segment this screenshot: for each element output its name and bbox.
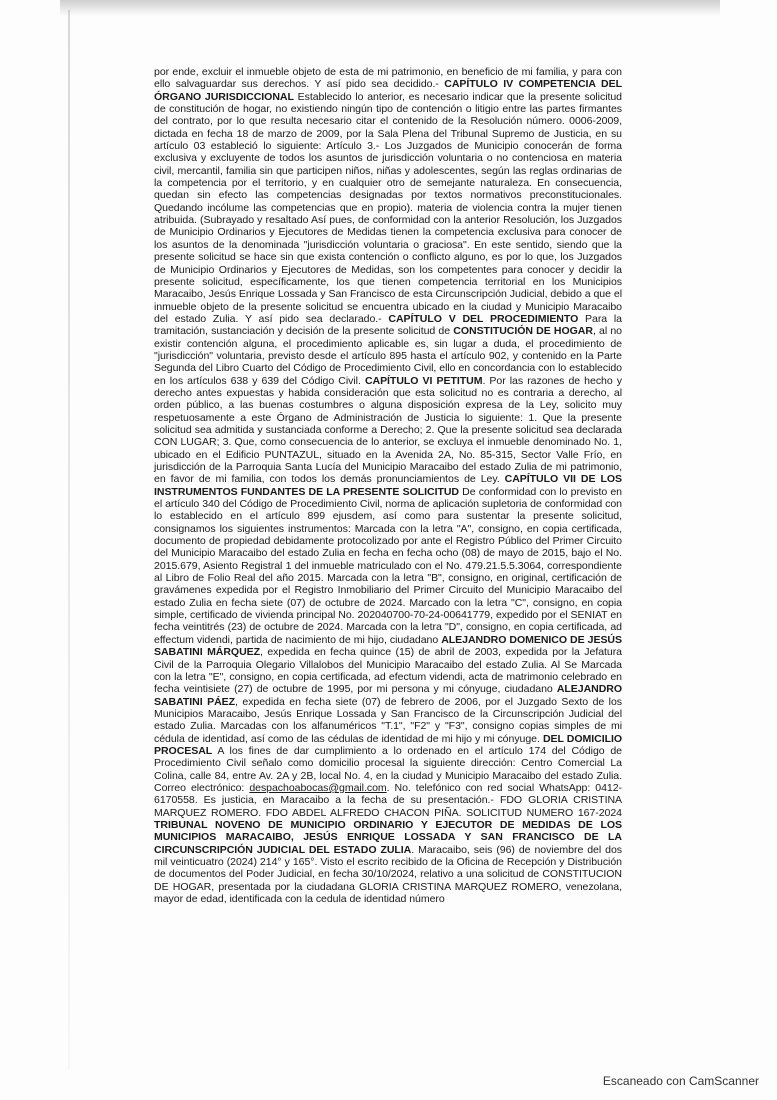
text-segment: De conformidad con lo previsto en el artículo 340 del Código de Procedimiento Civil, norma de aplicación supletoria de conformidad con lo establecido en el artículo 899 ejusdem, así como para sustentar la presente solicitud, consignamos los siguientes instrumentos: Marcada con la letra "A", consigno, en copia certificada, documento de propiedad debidamente protocolizado por ante el Registro Público del Primer Circuito del Municipio Maracaibo del estado Zulia en fecha en fecha ocho (08) de mayo de 2015, bajo el No. 2015.679, Asiento Registral 1 del inmueble matriculado con el No. 479.21.5.5.3064, correspondiente al Libro de Folio Real del año 2015. Marcada con la letra "B", consigno, en original, certificación de gravámenes expedida por el Registro Inmobiliario del Primer Circuito del Municipio Maracaibo del estado Zulia en fecha siete (07) de octubre de 2024. Marcado con la letra "C", consigno, en copia simple, certificado de vivienda principal No. 202040700-70-24-00641779, expedido por el SENIAT en fecha veintitrés (23) de octubre de 2024. Marcada con la letra "D", consigno, en copia certificada, ad effectum videndi, partida de nacimiento de mi hijo, ciudadano — [154, 485, 623, 646]
text-segment: Establecido lo anterior, es necesario indicar que la presente solicitud de constitución de hogar, no existiendo ningún tipo de contención o litigio entre las partes firmantes del contrato, por lo que resulta necesario citar el contenido de la Resolución número. 0006-2009, dictada en fecha 18 de marzo de 2009, por la Sala Plena del Tribunal Supremo de Justicia, en su artículo 03 estableció lo siguiente: Artículo 3.- Los Juzgados de Municipio conocerán de forma exclusiva y excluyente de todos los asuntos de jurisdicción voluntaria o no contenciosa en materia civil, mercantil, familia sin que participen niños, niñas y adolescentes, según las reglas ordinarias de la competencia por el territorio, y en cualquier otro de semejante naturaleza. En consecuencia, quedan sin efecto las competencias designadas por textos normativos preconstitucionales. Quedando incólume las competencias que en propio). materia de violencia contra la mujer tienen atribuida. (Subrayado y resaltado Así pues, de conformidad con la anterior Resolución, los Juzgados de Municipio Ordinarios y Ejecutores de Medidas tienen la competencia exclusiva para conocer de los asuntos de la denominada "jurisdicción voluntaria o graciosa". En este sentido, siendo que la presente solicitud se hace sin que exista contención o conflicto alguno, es por lo que, los Juzgados de Municipio Ordinarios y Ejecutores de Medidas, son los competentes para conocer y decidir la presente solicitud, específicamente, los que tienen competencia territorial en los Municipios Maracaibo, Jesús Enrique Lossada y San Francisco de esta Circunscripción Judicial, debido a que el inmueble objeto de la presente solicitud se encuentra ubicado en la ciudad y Municipio Maracaibo del estado Zulia. Y así pido sea declarado.- — [154, 90, 622, 325]
bold-text-segment: CONSTITUCIÓN DE HOGAR — [453, 325, 593, 338]
bold-text-segment: DEL DOMICILIO PROCESAL — [154, 732, 622, 757]
text-segment: . No. telefónico con red social WhatsApp: 0412-6170558. Es justicia, en Maracaibo a la fecha de su presentación.- FDO GLORIA CRISTINA MARQUEZ ROMERO. FDO ABDEL ALFREDO CHACON PIÑA. SOLICITUD NUMERO 167-2024 — [154, 781, 622, 819]
document-body — [154, 66, 622, 905]
text-segment: , al no existir contención alguna, el procedimiento aplicable es, sin lugar a duda, el procedimiento de "jurisdicción" voluntaria, previsto desde el artículo 895 hasta el artículo 902, y contenido en la Parte Segunda del Libro Cuarto del Código de Procedimiento Civil, ello en concordancia con lo establecido en los artículos 638 y 639 del Código Civil. — [154, 325, 622, 387]
text-segment: por ende, excluir el inmueble objeto de esta de mi patrimonio, en beneficio de mi familia, y para con ello salvaguardar sus derechos. Y así pido sea decidido.- — [154, 66, 622, 91]
email-link[interactable]: despachoabocas@gmail.com — [249, 781, 387, 794]
scan-top-shadow — [60, 0, 720, 16]
text-segment: Para la tramitación, sustanciación y decisión de la presente solicitud de — [154, 312, 622, 338]
text-segment: , expedida en fecha siete (07) de febrero de 2006, por el Juzgado Sexto de los Municipios Maracaibo, Jesús Enrique Lossada y San Francisco de la Circunscripción Judicial del estado Zulia. Marcadas con los alfanuméricos "T.1", "F2" y "F3", consigno copias simples de mi cédula de identidad, así como de las cédulas de identidad de mi hijo y mi cónyuge. — [154, 695, 622, 745]
text-segment: A los fines de dar cumplimiento a lo ordenado en el artículo 174 del Código de Procedimiento Civil señalo como domicilio procesal la siguiente dirección: Centro Comercial La Colina, calle 84, entre Av. 2A y 2B, local No. 4, en la ciudad y Municipio Maracaibo del estado Zulia. Correo electrónico: — [154, 744, 622, 794]
text-segment: . Maracaibo, seis (96) de noviembre del dos mil veinticuatro (2024) 214° y 165°. Visto el escrito recibido de la Oficina de Recepción y Distribución de documentos del Poder Judicial, en fecha 30/10/2024, relativo a una solicitud de CONSTITUCION DE HOGAR, presentada por la ciudadana GLORIA CRISTINA MARQUEZ ROMERO, venezolana, mayor de edad, identificada con la cedula de identidad número — [154, 843, 623, 906]
bold-text-segment: CAPÍTULO V DEL PROCEDIMIENTO — [388, 312, 579, 325]
bold-text-segment: ALEJANDRO SABATINI PÁEZ — [154, 683, 622, 708]
bold-text-segment: TRIBUNAL NOVENO DE MUNICIPIO ORDINARIO Y EJECUTOR DE MEDIDAS DE LOS MUNICIPIOS MARACAIBO, JESÚS ENRIQUE LOSSADA Y SAN FRANCISCO DE LA CIRCUNSCRIPCIÓN JUDICIAL DEL ESTADO ZULIA — [154, 818, 622, 856]
scan-left-edge — [68, 10, 70, 1070]
bold-text-segment: ALEJANDRO DOMENICO DE JESÚS SABATINI MÁRQUEZ — [154, 633, 622, 659]
bold-text-segment: CAPÍTULO VI PETITUM — [364, 374, 483, 387]
text-segment: , expedida en fecha quince (15) de abril de 2003, expedida por la Jefatura Civil de la Parroquia Olegario Villalobos del Municipio Maracaibo del estado Zulia. Al Se Marcada con la letra "E", consigno, en copia certificada, ad efectum videndi, acta de matrimonio celebrado en fecha veintisiete (27) de octubre de 1995, por mi persona y mi cónyuge, ciudadano — [154, 646, 622, 696]
camscanner-watermark: Escaneado con CamScanner — [602, 1074, 759, 1088]
text-segment: . Por las razones de hecho y derecho antes expuestas y habida consideración que esta solicitud no es contraria a derecho, al orden público, a las buenas costumbres o alguna disposición expresa de la Ley, solicito muy respetuosamente a este Órgano de Administración de Justicia lo siguiente: 1. Que la presente solicitud sea admitida y sustanciada conforme a Derecho; 2. Que la presente solicitud sea declarada CON LUGAR; 3. Que, como consecuencia de lo anterior, se excluya el inmueble denominado No. 1, ubicado en el Edificio PUNTAZUL, situado en la Avenida 2A, No. 85-315, Sector Valle Frío, en jurisdicción de la Parroquia Santa Lucía del Municipio Maracaibo del estado Zulia de mi patrimonio, en favor de mi familia, con todos los demás pronunciamientos de Ley. — [154, 374, 622, 486]
bold-text-segment: CAPÍTULO VII DE LOS INSTRUMENTOS FUNDANTES DE LA PRESENTE SOLICITUD — [154, 473, 622, 498]
document-paragraph — [154, 66, 622, 905]
bold-text-segment: CAPÍTULO IV COMPETENCIA DEL ÓRGANO JURISDICCIONAL — [154, 78, 622, 103]
